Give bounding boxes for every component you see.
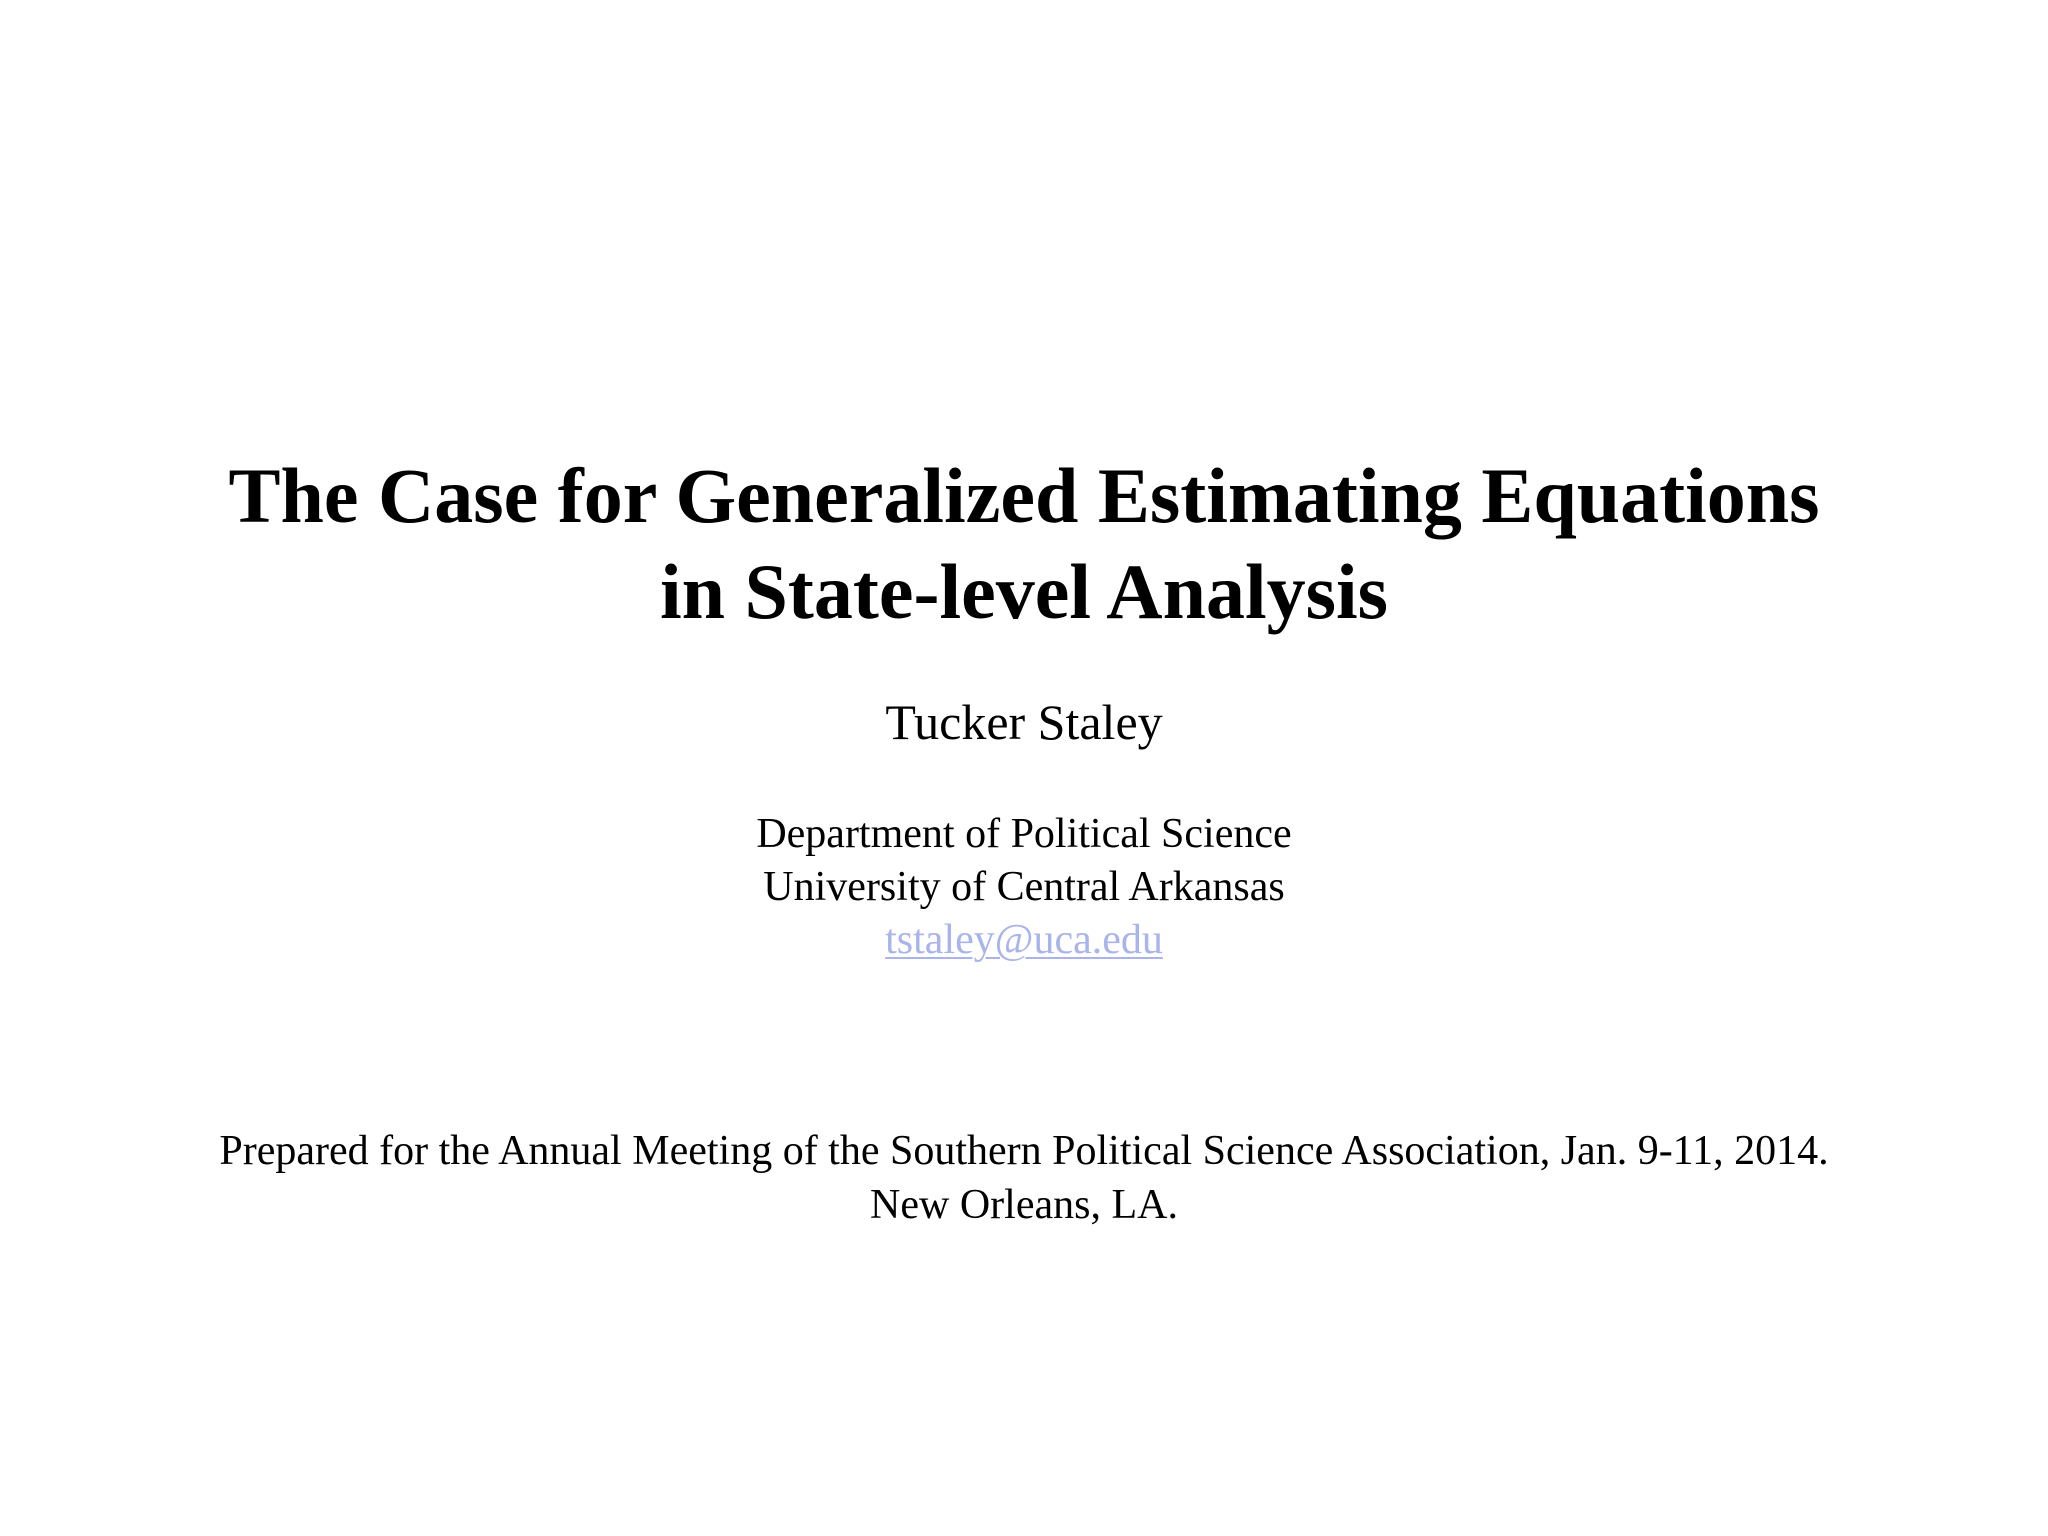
author-name: Tucker Staley [885, 694, 1163, 750]
conference-note [0, 1124, 2048, 1232]
title-line-1: The Case for Generalized Estimating Equations [228, 452, 1820, 539]
university: University of Central Arkansas [763, 864, 1285, 910]
conference-note-line-2: New Orleans, LA. [870, 1182, 1178, 1228]
email-link[interactable]: tstaley@uca.edu [885, 917, 1163, 963]
paper-title [0, 448, 2048, 640]
conference-note-line-1: Prepared for the Annual Meeting of the Southern Political Science Association, Jan. 9-11, 2014. [219, 1128, 1829, 1174]
affiliation-block [0, 808, 2048, 967]
title-line-2: in State-level Analysis [659, 548, 1388, 635]
department: Department of Political Science [756, 811, 1292, 857]
